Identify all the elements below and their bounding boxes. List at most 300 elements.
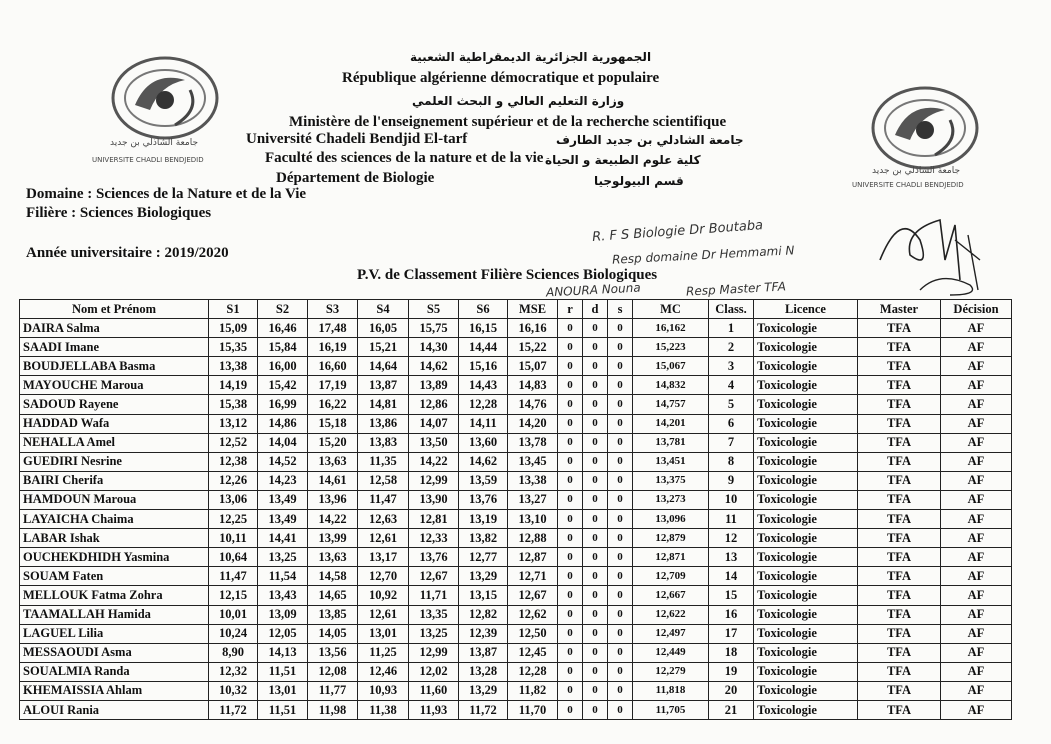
table-cell: 0 bbox=[583, 395, 608, 414]
table-cell: 13,86 bbox=[358, 414, 409, 433]
table-cell: 12,33 bbox=[409, 529, 459, 548]
table-cell: TFA bbox=[858, 548, 941, 567]
table-cell: 11,38 bbox=[358, 700, 409, 719]
table-cell: 13,82 bbox=[459, 529, 508, 548]
table-cell: 17,48 bbox=[308, 319, 358, 338]
table-cell: 3 bbox=[709, 357, 754, 376]
table-cell: Toxicologie bbox=[754, 624, 858, 643]
table-cell: 12,46 bbox=[358, 662, 409, 681]
column-header: MC bbox=[633, 300, 709, 319]
table-cell: 13,59 bbox=[459, 471, 508, 490]
table-cell: Toxicologie bbox=[754, 357, 858, 376]
table-cell: 16 bbox=[709, 605, 754, 624]
table-cell: 14,44 bbox=[459, 338, 508, 357]
table-cell: Toxicologie bbox=[754, 471, 858, 490]
table-cell: 14,62 bbox=[409, 357, 459, 376]
table-row bbox=[20, 624, 1012, 643]
table-cell: 12,86 bbox=[409, 395, 459, 414]
table-cell: AF bbox=[941, 490, 1012, 509]
table-cell: 13,89 bbox=[409, 376, 459, 395]
table-cell: AF bbox=[941, 567, 1012, 586]
table-cell: 12,279 bbox=[633, 662, 709, 681]
table-cell: Toxicologie bbox=[754, 395, 858, 414]
table-row bbox=[20, 471, 1012, 490]
table-cell: 13,90 bbox=[409, 490, 459, 509]
table-cell: AF bbox=[941, 548, 1012, 567]
table-cell: Toxicologie bbox=[754, 319, 858, 338]
table-cell: MELLOUK Fatma Zohra bbox=[20, 586, 209, 605]
table-cell: 13,25 bbox=[258, 548, 308, 567]
table-cell: 13,43 bbox=[258, 586, 308, 605]
table-cell: 0 bbox=[583, 414, 608, 433]
table-row bbox=[20, 510, 1012, 529]
table-cell: 0 bbox=[583, 605, 608, 624]
table-cell: 0 bbox=[558, 357, 583, 376]
table-cell: 16,00 bbox=[258, 357, 308, 376]
table-cell: 12,58 bbox=[358, 471, 409, 490]
table-cell: 13,35 bbox=[409, 605, 459, 624]
table-cell: 0 bbox=[608, 414, 633, 433]
table-cell: 14,07 bbox=[409, 414, 459, 433]
table-cell: 11,51 bbox=[258, 700, 308, 719]
table-cell: 13,87 bbox=[358, 376, 409, 395]
table-cell: 12,61 bbox=[358, 529, 409, 548]
table-cell: TFA bbox=[858, 567, 941, 586]
table-cell: 13,49 bbox=[258, 490, 308, 509]
table-cell: TFA bbox=[858, 414, 941, 433]
table-cell: 1 bbox=[709, 319, 754, 338]
table-cell: AF bbox=[941, 586, 1012, 605]
table-cell: 15,21 bbox=[358, 338, 409, 357]
table-cell: 0 bbox=[583, 357, 608, 376]
table-cell: Toxicologie bbox=[754, 700, 858, 719]
table-cell: Toxicologie bbox=[754, 529, 858, 548]
table-cell: 16,22 bbox=[308, 395, 358, 414]
table-cell: 10,93 bbox=[358, 681, 409, 700]
table-cell: 0 bbox=[583, 529, 608, 548]
table-cell: HADDAD Wafa bbox=[20, 414, 209, 433]
table-cell: 18 bbox=[709, 643, 754, 662]
table-cell: 0 bbox=[608, 700, 633, 719]
table-cell: 12,99 bbox=[409, 643, 459, 662]
column-header: Master bbox=[858, 300, 941, 319]
arabic-department: قسم البيولوجيا bbox=[594, 174, 684, 188]
table-cell: 13,15 bbox=[459, 586, 508, 605]
table-cell: 12,26 bbox=[209, 471, 258, 490]
table-cell: 0 bbox=[558, 643, 583, 662]
table-cell: 0 bbox=[583, 567, 608, 586]
table-cell: 0 bbox=[558, 490, 583, 509]
table-cell: 11,71 bbox=[409, 586, 459, 605]
table-cell: 14,81 bbox=[358, 395, 409, 414]
table-cell: 14,58 bbox=[308, 567, 358, 586]
table-cell: 12,39 bbox=[459, 624, 508, 643]
table-cell: 12,81 bbox=[409, 510, 459, 529]
table-cell: 2 bbox=[709, 338, 754, 357]
table-cell: 14,76 bbox=[508, 395, 558, 414]
table-cell: 12,15 bbox=[209, 586, 258, 605]
table-cell: 0 bbox=[558, 376, 583, 395]
table-row bbox=[20, 567, 1012, 586]
table-cell: 0 bbox=[583, 452, 608, 471]
table-cell: AF bbox=[941, 452, 1012, 471]
table-cell: 15,84 bbox=[258, 338, 308, 357]
table-cell: 12,62 bbox=[508, 605, 558, 624]
table-cell: 12,05 bbox=[258, 624, 308, 643]
table-cell: 11,98 bbox=[308, 700, 358, 719]
table-cell: 0 bbox=[583, 433, 608, 452]
table-cell: TFA bbox=[858, 338, 941, 357]
table-cell: 0 bbox=[608, 605, 633, 624]
table-cell: 0 bbox=[583, 338, 608, 357]
table-cell: 12,45 bbox=[508, 643, 558, 662]
table-cell: 12,50 bbox=[508, 624, 558, 643]
table-cell: AF bbox=[941, 319, 1012, 338]
table-cell: 0 bbox=[608, 395, 633, 414]
table-cell: 15,20 bbox=[308, 433, 358, 452]
table-cell: 10,64 bbox=[209, 548, 258, 567]
table-cell: 13,29 bbox=[459, 681, 508, 700]
table-cell: Toxicologie bbox=[754, 490, 858, 509]
table-cell: 17,19 bbox=[308, 376, 358, 395]
table-cell: AF bbox=[941, 643, 1012, 662]
table-cell: 13,96 bbox=[308, 490, 358, 509]
table-row bbox=[20, 643, 1012, 662]
table-cell: 15,067 bbox=[633, 357, 709, 376]
handwritten-note-1: R. F S Biologie Dr Boutaba bbox=[591, 218, 764, 245]
table-cell: 14,43 bbox=[459, 376, 508, 395]
table-cell: 14,20 bbox=[508, 414, 558, 433]
table-cell: Toxicologie bbox=[754, 338, 858, 357]
table-cell: KHEMAISSIA Ahlam bbox=[20, 681, 209, 700]
table-cell: SAADI Imane bbox=[20, 338, 209, 357]
table-cell: AF bbox=[941, 433, 1012, 452]
logo-left-caption: UNIVERSITE CHADLI BENDJEDID bbox=[92, 156, 204, 164]
table-cell: 0 bbox=[583, 586, 608, 605]
table-cell: 15,22 bbox=[508, 338, 558, 357]
column-header: Class. bbox=[709, 300, 754, 319]
table-cell: 0 bbox=[558, 605, 583, 624]
table-cell: 11,818 bbox=[633, 681, 709, 700]
table-cell: 0 bbox=[608, 681, 633, 700]
table-cell: TFA bbox=[858, 662, 941, 681]
faculty-name: Faculté des sciences de la nature et de la vie bbox=[265, 150, 544, 166]
table-cell: 13,63 bbox=[308, 548, 358, 567]
table-cell: 13,85 bbox=[308, 605, 358, 624]
table-header-row bbox=[20, 300, 1012, 319]
table-cell: 0 bbox=[608, 567, 633, 586]
table-cell: 13,29 bbox=[459, 567, 508, 586]
ministry-title: Ministère de l'enseignement supérieur et de la recherche scientifique bbox=[289, 114, 727, 130]
table-cell: 16,19 bbox=[308, 338, 358, 357]
table-cell: GUEDIRI Nesrine bbox=[20, 452, 209, 471]
table-cell: 15,35 bbox=[209, 338, 258, 357]
table-cell: 16,60 bbox=[308, 357, 358, 376]
table-cell: 11,25 bbox=[358, 643, 409, 662]
table-cell: 0 bbox=[608, 662, 633, 681]
table-cell: 12,879 bbox=[633, 529, 709, 548]
table-cell: 11,82 bbox=[508, 681, 558, 700]
table-cell: 0 bbox=[558, 624, 583, 643]
table-cell: 14,61 bbox=[308, 471, 358, 490]
table-cell: BAIRI Cherifa bbox=[20, 471, 209, 490]
table-cell: AF bbox=[941, 357, 1012, 376]
table-cell: 11 bbox=[709, 510, 754, 529]
table-cell: 14 bbox=[709, 567, 754, 586]
logo-right-caption: UNIVERSITE CHADLI BENDJEDID bbox=[852, 181, 964, 189]
table-cell: 11,77 bbox=[308, 681, 358, 700]
table-cell: 0 bbox=[558, 452, 583, 471]
table-cell: 0 bbox=[558, 529, 583, 548]
table-cell: 14,41 bbox=[258, 529, 308, 548]
table-cell: AF bbox=[941, 605, 1012, 624]
table-cell: 15,16 bbox=[459, 357, 508, 376]
table-row bbox=[20, 548, 1012, 567]
table-cell: 7 bbox=[709, 433, 754, 452]
table-cell: 19 bbox=[709, 662, 754, 681]
table-cell: 13,76 bbox=[409, 548, 459, 567]
table-cell: TFA bbox=[858, 471, 941, 490]
table-cell: 14,52 bbox=[258, 452, 308, 471]
ranking-table bbox=[19, 299, 1012, 720]
table-cell: LABAR Ishak bbox=[20, 529, 209, 548]
handwritten-note-4: Resp Master TFA bbox=[685, 279, 787, 299]
table-cell: 11,70 bbox=[508, 700, 558, 719]
table-cell: OUCHEKDHIDH Yasmina bbox=[20, 548, 209, 567]
table-cell: 12,38 bbox=[209, 452, 258, 471]
table-cell: 16,15 bbox=[459, 319, 508, 338]
table-cell: ALOUI Rania bbox=[20, 700, 209, 719]
table-cell: 12,32 bbox=[209, 662, 258, 681]
column-header: Nom et Prénom bbox=[20, 300, 209, 319]
table-cell: 14,13 bbox=[258, 643, 308, 662]
table-cell: 13 bbox=[709, 548, 754, 567]
table-cell: 11,72 bbox=[459, 700, 508, 719]
table-cell: 13,28 bbox=[459, 662, 508, 681]
table-cell: 13,83 bbox=[358, 433, 409, 452]
table-cell: 11,72 bbox=[209, 700, 258, 719]
table-cell: TAAMALLAH Hamida bbox=[20, 605, 209, 624]
table-cell: 15,18 bbox=[308, 414, 358, 433]
table-cell: 13,60 bbox=[459, 433, 508, 452]
university-name: Université Chadeli Bendjid El-tarf bbox=[246, 131, 468, 147]
table-cell: AF bbox=[941, 376, 1012, 395]
table-cell: TFA bbox=[858, 319, 941, 338]
table-cell: AF bbox=[941, 624, 1012, 643]
table-cell: DAIRA Salma bbox=[20, 319, 209, 338]
table-cell: 13,096 bbox=[633, 510, 709, 529]
table-cell: 0 bbox=[558, 395, 583, 414]
table-cell: 13,19 bbox=[459, 510, 508, 529]
table-cell: 13,49 bbox=[258, 510, 308, 529]
table-cell: 11,47 bbox=[358, 490, 409, 509]
table-cell: 12,02 bbox=[409, 662, 459, 681]
table-cell: 0 bbox=[608, 510, 633, 529]
table-cell: AF bbox=[941, 338, 1012, 357]
table-cell: LAYAICHA Chaima bbox=[20, 510, 209, 529]
table-cell: AF bbox=[941, 681, 1012, 700]
table-cell: 0 bbox=[558, 319, 583, 338]
table-cell: 0 bbox=[608, 357, 633, 376]
table-cell: 12,497 bbox=[633, 624, 709, 643]
table-cell: 0 bbox=[583, 471, 608, 490]
table-cell: 0 bbox=[608, 529, 633, 548]
table-cell: AF bbox=[941, 700, 1012, 719]
filiere-line: Filière : Sciences Biologiques bbox=[26, 205, 212, 221]
table-cell: 15,38 bbox=[209, 395, 258, 414]
table-cell: 14,83 bbox=[508, 376, 558, 395]
table-cell: TFA bbox=[858, 586, 941, 605]
table-cell: AF bbox=[941, 662, 1012, 681]
table-cell: 10,01 bbox=[209, 605, 258, 624]
table-cell: Toxicologie bbox=[754, 414, 858, 433]
table-row bbox=[20, 395, 1012, 414]
table-cell: TFA bbox=[858, 395, 941, 414]
table-cell: 0 bbox=[558, 548, 583, 567]
table-cell: Toxicologie bbox=[754, 567, 858, 586]
table-cell: 12,52 bbox=[209, 433, 258, 452]
column-header: S4 bbox=[358, 300, 409, 319]
table-row bbox=[20, 490, 1012, 509]
table-cell: 0 bbox=[558, 681, 583, 700]
table-cell: 14,04 bbox=[258, 433, 308, 452]
table-cell: AF bbox=[941, 510, 1012, 529]
table-cell: 0 bbox=[558, 567, 583, 586]
table-cell: 16,05 bbox=[358, 319, 409, 338]
document-title: P.V. de Classement Filière Sciences Biologiques bbox=[357, 267, 658, 283]
table-cell: SADOUD Rayene bbox=[20, 395, 209, 414]
table-cell: HAMDOUN Maroua bbox=[20, 490, 209, 509]
table-cell: 13,25 bbox=[409, 624, 459, 643]
table-cell: 0 bbox=[608, 624, 633, 643]
table-cell: 13,50 bbox=[409, 433, 459, 452]
table-cell: AF bbox=[941, 471, 1012, 490]
table-cell: TFA bbox=[858, 529, 941, 548]
table-cell: 0 bbox=[583, 510, 608, 529]
table-cell: TFA bbox=[858, 643, 941, 662]
table-cell: 14,19 bbox=[209, 376, 258, 395]
table-row bbox=[20, 433, 1012, 452]
table-cell: 10,11 bbox=[209, 529, 258, 548]
table-cell: 12,67 bbox=[508, 586, 558, 605]
table-cell: 11,35 bbox=[358, 452, 409, 471]
table-cell: 14,65 bbox=[308, 586, 358, 605]
table-cell: 12,709 bbox=[633, 567, 709, 586]
table-cell: 0 bbox=[608, 319, 633, 338]
table-cell: 0 bbox=[583, 548, 608, 567]
table-cell: 0 bbox=[583, 662, 608, 681]
table-row bbox=[20, 681, 1012, 700]
table-cell: 14,23 bbox=[258, 471, 308, 490]
logo-right-arabic-caption: جامعة الشاذلي بن جديد bbox=[872, 166, 961, 176]
table-cell: SOUAM Faten bbox=[20, 567, 209, 586]
table-cell: 12,667 bbox=[633, 586, 709, 605]
table-cell: 16,162 bbox=[633, 319, 709, 338]
table-cell: 0 bbox=[558, 700, 583, 719]
table-row bbox=[20, 529, 1012, 548]
table-cell: 4 bbox=[709, 376, 754, 395]
table-cell: 15,223 bbox=[633, 338, 709, 357]
table-cell: 0 bbox=[558, 662, 583, 681]
table-cell: Toxicologie bbox=[754, 662, 858, 681]
table-cell: 17 bbox=[709, 624, 754, 643]
table-cell: 12,25 bbox=[209, 510, 258, 529]
handwritten-note-2: Resp domaine Dr Hemmami N bbox=[611, 243, 795, 267]
table-cell: 0 bbox=[558, 471, 583, 490]
table-cell: TFA bbox=[858, 452, 941, 471]
table-cell: 13,781 bbox=[633, 433, 709, 452]
table-cell: 12,99 bbox=[409, 471, 459, 490]
table-cell: 15,75 bbox=[409, 319, 459, 338]
table-cell: 0 bbox=[608, 643, 633, 662]
table-cell: Toxicologie bbox=[754, 452, 858, 471]
column-header: Décision bbox=[941, 300, 1012, 319]
table-row bbox=[20, 414, 1012, 433]
column-header: S2 bbox=[258, 300, 308, 319]
table-cell: 0 bbox=[558, 338, 583, 357]
table-cell: 0 bbox=[608, 376, 633, 395]
table-cell: 0 bbox=[608, 586, 633, 605]
table-cell: 8,90 bbox=[209, 643, 258, 662]
table-cell: 11,54 bbox=[258, 567, 308, 586]
table-row bbox=[20, 662, 1012, 681]
arabic-ministry: وزارة التعليم العالي و البحث العلمي bbox=[412, 94, 625, 108]
table-cell: TFA bbox=[858, 700, 941, 719]
table-cell: TFA bbox=[858, 510, 941, 529]
table-cell: Toxicologie bbox=[754, 548, 858, 567]
table-cell: 10,32 bbox=[209, 681, 258, 700]
table-cell: TFA bbox=[858, 433, 941, 452]
column-header: s bbox=[608, 300, 633, 319]
table-cell: 21 bbox=[709, 700, 754, 719]
table-cell: 16,99 bbox=[258, 395, 308, 414]
column-header: S5 bbox=[409, 300, 459, 319]
table-cell: NEHALLA Amel bbox=[20, 433, 209, 452]
table-cell: 13,17 bbox=[358, 548, 409, 567]
table-cell: 10,92 bbox=[358, 586, 409, 605]
table-cell: 14,05 bbox=[308, 624, 358, 643]
table-cell: 12,82 bbox=[459, 605, 508, 624]
table-cell: 11,93 bbox=[409, 700, 459, 719]
table-cell: AF bbox=[941, 414, 1012, 433]
table-cell: 15,42 bbox=[258, 376, 308, 395]
table-row bbox=[20, 357, 1012, 376]
logo-left-arabic-caption: جامعة الشاذلي بن جديد bbox=[110, 138, 199, 148]
table-cell: 10,24 bbox=[209, 624, 258, 643]
signature-icon bbox=[860, 200, 1000, 310]
table-cell: TFA bbox=[858, 490, 941, 509]
table-cell: 12,88 bbox=[508, 529, 558, 548]
table-row bbox=[20, 700, 1012, 719]
table-cell: 13,10 bbox=[508, 510, 558, 529]
table-cell: 0 bbox=[608, 490, 633, 509]
table-cell: 0 bbox=[558, 414, 583, 433]
table-cell: 0 bbox=[583, 624, 608, 643]
table-cell: 15,07 bbox=[508, 357, 558, 376]
table-cell: 13,01 bbox=[258, 681, 308, 700]
table-cell: 20 bbox=[709, 681, 754, 700]
table-cell: 0 bbox=[583, 643, 608, 662]
table-cell: 12,28 bbox=[508, 662, 558, 681]
table-cell: 12,871 bbox=[633, 548, 709, 567]
table-cell: TFA bbox=[858, 376, 941, 395]
table-cell: 0 bbox=[583, 700, 608, 719]
table-cell: 12,28 bbox=[459, 395, 508, 414]
table-cell: 14,22 bbox=[409, 452, 459, 471]
column-header: Licence bbox=[754, 300, 858, 319]
table-cell: 16,16 bbox=[508, 319, 558, 338]
table-cell: 12,08 bbox=[308, 662, 358, 681]
